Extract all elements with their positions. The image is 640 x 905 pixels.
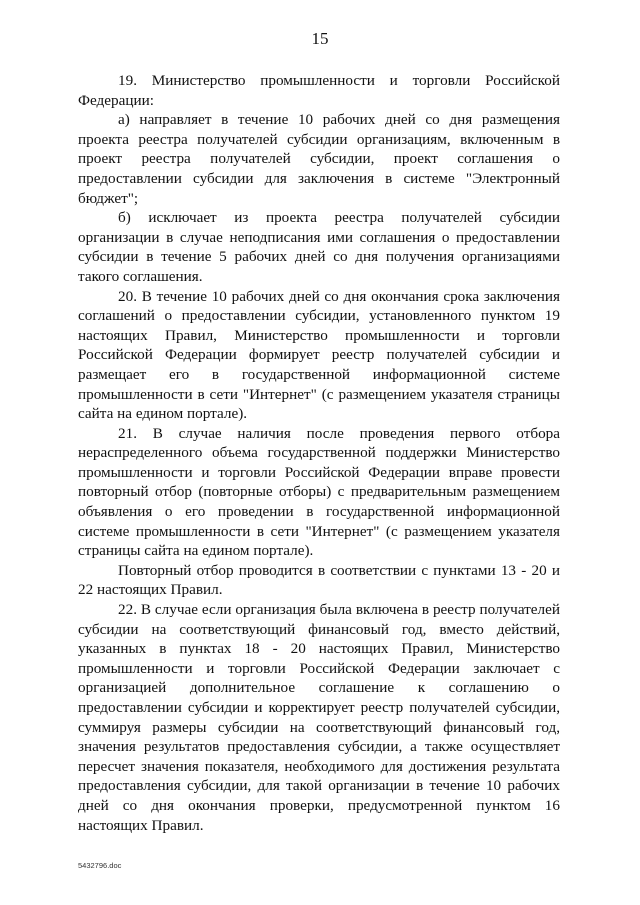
paragraph-21-repeat: Повторный отбор проводится в соответствии с пунктами 13 - 20 и 22 настоящих Правил.	[78, 561, 560, 599]
page-number: 15	[311, 29, 329, 48]
paragraph-19b: б) исключает из проекта реестра получателей субсидии организации в случае неподписания ими соглашения о предоставлении субсидии в течение 5 рабочих дней со дня получения организациями такого соглашения.	[78, 209, 560, 285]
paragraph-21: 21. В случае наличия после проведения первого отбора нераспределенного объема государственной поддержки Министерство промышленности и торговли Российской Федерации вправе провести повторный отбор (повторные отборы) с предварительным размещением объявления о его проведении в государственной информационной системе промышленности в сети "Интернет" (с размещением указателя страницы сайта на едином портале).	[78, 424, 560, 560]
document-footer-id: 5432796.doc	[78, 861, 122, 870]
paragraph-20: 20. В течение 10 рабочих дней со дня окончания срока заключения соглашений о предоставлении субсидии, установленного пунктом 19 настоящих Правил, Министерство промышленности и торговли Российской Федерации формирует реестр получателей субсидии и размещает его в государственной информационной системе промышленности в сети "Интернет" (с размещением указателя страницы сайта на едином портале).	[78, 287, 560, 423]
paragraph-19: 19. Министерство промышленности и торговли Российской Федерации:	[78, 72, 560, 109]
paragraph-19a: а) направляет в течение 10 рабочих дней со дня размещения проекта реестра получателей субсидии организациям, включенным в проект реестра получателей субсидии, проект соглашения о предоставлении субсидии для заключения в системе "Электронный бюджет";	[78, 111, 560, 207]
paragraph-22: 22. В случае если организация была включена в реестр получателей субсидии на соответствующий финансовый год, вместо действий, указанных в пунктах 18 - 20 настоящих Правил, Министерство промышленности и торговли Российской Федерации заключает с организацией дополнительное соглашение к соглашению о предоставлении субсидии и корректирует реестр получателей субсидии, суммируя размеры субсидии на соответствующий финансовый год, значения результатов предоставления субсидии, а также осуществляет пересчет значения показателя, необходимого для достижения результата предоставления субсидии, для такой организации в течение 10 рабочих дней со дня окончания проверки, предусмотренной пунктом 16 настоящих Правил.	[78, 601, 560, 834]
document-body	[78, 71, 560, 835]
